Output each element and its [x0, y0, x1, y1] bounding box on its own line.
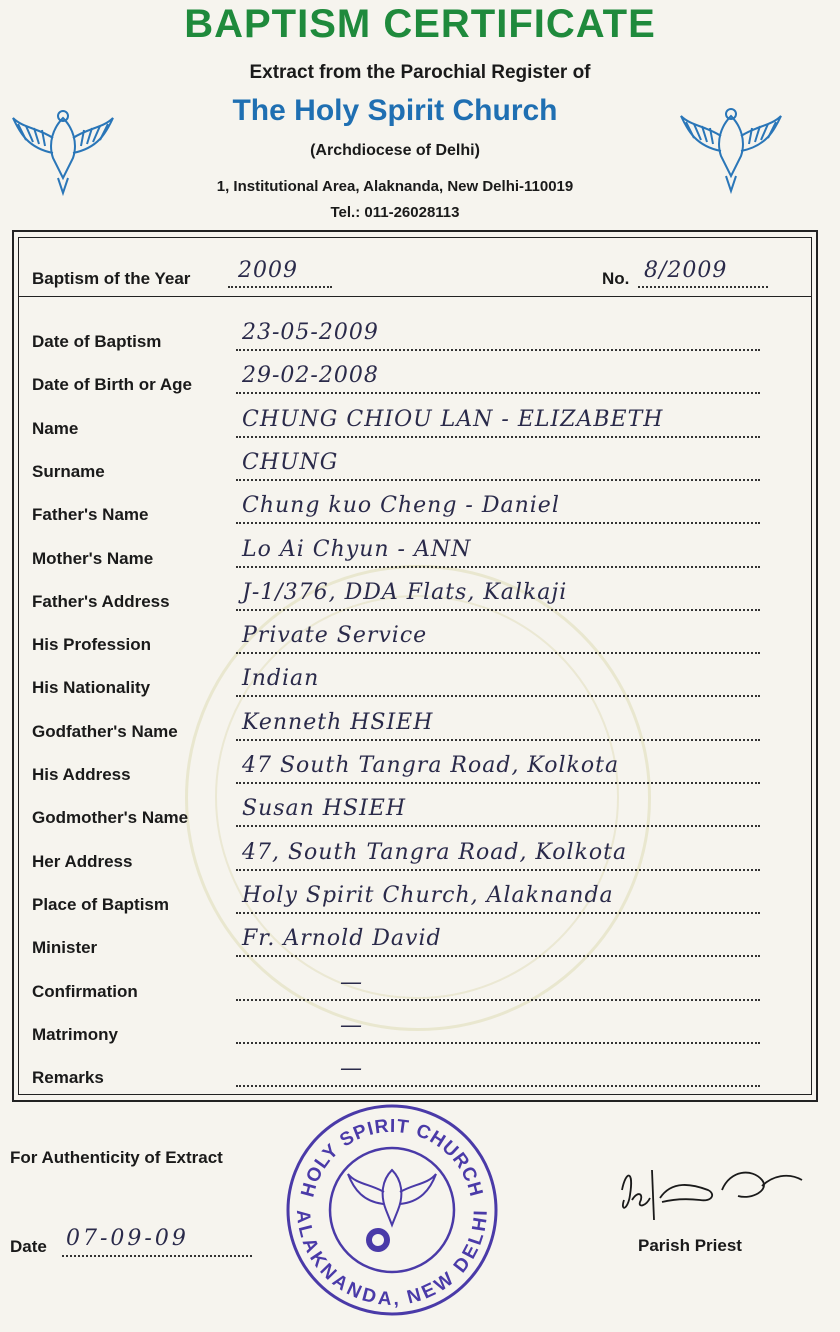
her-address-value: 47, South Tangra Road, Kolkota: [242, 840, 628, 865]
his-address-value: 47 South Tangra Road, Kolkota: [242, 753, 620, 778]
godmother-s-name-line: [236, 825, 760, 827]
date-of-birth-or-age-value: 29-02-2008: [242, 363, 379, 388]
register-no-label: No.: [602, 269, 630, 288]
priest-signature: [612, 1150, 812, 1230]
confirmation-value: —: [340, 970, 363, 995]
remarks-label: Remarks: [32, 1068, 104, 1087]
minister-value: Fr. Arnold David: [242, 926, 442, 951]
his-address-line: [236, 782, 760, 784]
date-of-baptism-label: Date of Baptism: [32, 332, 162, 351]
his-nationality-value: Indian: [242, 666, 320, 691]
place-of-baptism-value: Holy Spirit Church, Alaknanda: [242, 883, 614, 908]
matrimony-label: Matrimony: [32, 1025, 118, 1044]
his-profession-line: [236, 652, 760, 654]
place-of-baptism-line: [236, 912, 760, 914]
father-s-address-line: [236, 609, 760, 611]
godmother-s-name-value: Susan HSIEH: [242, 796, 407, 821]
baptism-year-value: 2009: [238, 258, 298, 283]
remarks-value: —: [340, 1056, 363, 1081]
holy-spirit-seal: [282, 1100, 500, 1320]
surname-line: [236, 479, 760, 481]
matrimony-value: —: [340, 1013, 363, 1038]
name-line: [236, 436, 760, 438]
stamp-top-text: HOLY SPIRIT CHURCH: [297, 1115, 487, 1200]
mother-s-name-line: [236, 566, 760, 568]
confirmation-line: [236, 999, 760, 1001]
date-line: [62, 1255, 252, 1257]
date-value: 07-09-09: [66, 1226, 189, 1251]
her-address-label: Her Address: [32, 852, 133, 871]
church-address: 1, Institutional Area, Alaknanda, New Delhi-110019: [216, 178, 574, 195]
father-s-address-value: J-1/376, DDA Flats, Kalkaji: [242, 580, 568, 605]
father-s-name-line: [236, 522, 760, 524]
certificate-title: BAPTISM CERTIFICATE: [184, 2, 656, 46]
matrimony-line: [236, 1042, 760, 1044]
place-of-baptism-label: Place of Baptism: [32, 895, 169, 914]
godmother-s-name-label: Godmother's Name: [32, 808, 189, 827]
dove-icon: [8, 98, 118, 198]
date-of-birth-or-age-label: Date of Birth or Age: [32, 375, 192, 394]
his-nationality-line: [236, 695, 760, 697]
his-nationality-label: His Nationality: [32, 678, 151, 697]
godfather-s-name-line: [236, 739, 760, 741]
stamp-bottom-text: ALAKNANDA, NEW DELHI: [291, 1208, 492, 1311]
baptism-year-line: [228, 286, 332, 288]
date-of-baptism-line: [236, 349, 760, 351]
dove-icon: [676, 96, 786, 196]
mother-s-name-label: Mother's Name: [32, 549, 154, 568]
church-name: The Holy Spirit Church: [232, 94, 558, 127]
father-s-address-label: Father's Address: [32, 592, 170, 611]
date-label: Date: [10, 1237, 47, 1256]
her-address-line: [236, 869, 760, 871]
surname-label: Surname: [32, 462, 105, 481]
church-telephone: Tel.: 011-26028113: [330, 204, 460, 221]
mother-s-name-value: Lo Ai Chyun - ANN: [242, 537, 472, 562]
archdiocese: (Archdiocese of Delhi): [310, 142, 480, 159]
his-profession-label: His Profession: [32, 635, 152, 654]
minister-label: Minister: [32, 938, 98, 957]
godfather-s-name-value: Kenneth HSIEH: [242, 710, 434, 735]
extract-line: Extract from the Parochial Register of: [249, 62, 591, 83]
name-label: Name: [32, 419, 79, 438]
godfather-s-name-label: Godfather's Name: [32, 722, 178, 741]
name-value: CHUNG CHIOU LAN - ELIZABETH: [242, 407, 664, 432]
father-s-name-label: Father's Name: [32, 505, 149, 524]
father-s-name-value: Chung kuo Cheng - Daniel: [242, 493, 560, 518]
date-of-birth-or-age-line: [236, 392, 760, 394]
register-no-value: 8/2009: [644, 258, 728, 283]
baptism-year-label: Baptism of the Year: [32, 269, 191, 288]
parish-priest-label: Parish Priest: [638, 1236, 742, 1255]
his-address-label: His Address: [32, 765, 131, 784]
confirmation-label: Confirmation: [32, 982, 138, 1001]
date-of-baptism-value: 23-05-2009: [242, 320, 379, 345]
authenticity-label: For Authenticity of Extract: [10, 1148, 223, 1167]
minister-line: [236, 955, 760, 957]
register-no-line: [638, 286, 768, 288]
surname-value: CHUNG: [242, 450, 339, 475]
remarks-line: [236, 1085, 760, 1087]
his-profession-value: Private Service: [242, 623, 428, 648]
